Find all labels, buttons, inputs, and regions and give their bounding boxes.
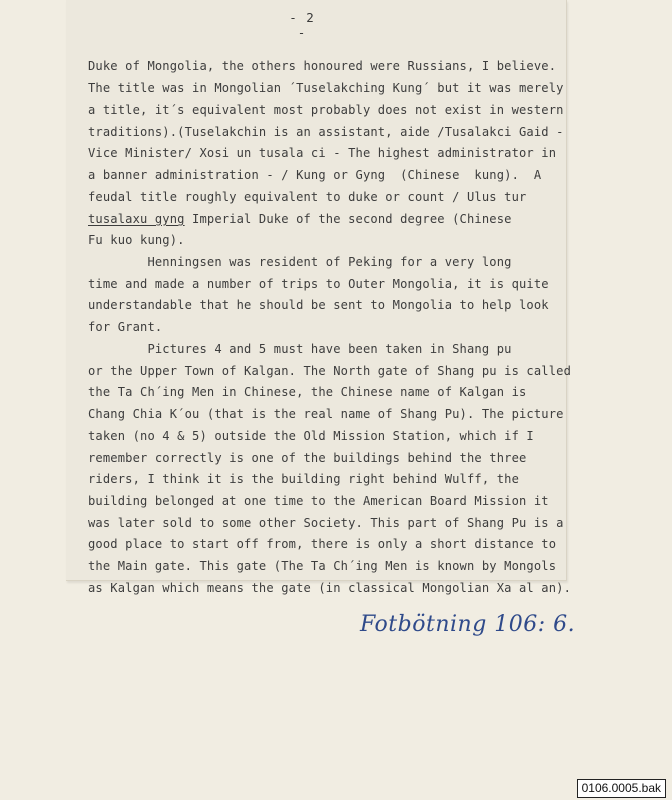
- text-line: time and made a number of trips to Outer Mongolia, it is quite: [88, 277, 549, 291]
- text-line: Chang Chia K´ou (that is the real name of Shang Pu). The picture: [88, 407, 564, 421]
- text-line: or the Upper Town of Kalgan. The North gate of Shang pu is called: [88, 364, 572, 378]
- typed-sheet: [66, 0, 572, 595]
- text-line: as Kalgan which means the gate (in classical Mongolian Xa al an).: [88, 581, 572, 595]
- archive-label: 0106.0005.bak: [577, 779, 666, 798]
- text-line: The title was in Mongolian ´Tuselakching Kung´ but it was merely: [88, 81, 564, 95]
- text-line: a banner administration - / Kung or Gyng (Chinese kung). A: [88, 168, 542, 182]
- text-line: for Grant.: [88, 320, 163, 334]
- text-line: remember correctly is one of the buildings behind the three: [88, 451, 527, 465]
- text-line: a title, it´s equivalent most probably does not exist in western: [88, 103, 564, 117]
- text-line: Vice Minister/ Xosi un tusala ci - The highest administrator in: [88, 146, 557, 160]
- text-line: building belonged at one time to the American Board Mission it: [88, 494, 549, 508]
- text-line: was later sold to some other Society. This part of Shang Pu is a: [88, 516, 564, 530]
- text-line: Henningsen was resident of Peking for a very long: [88, 255, 512, 269]
- text-line: riders, I think it is the building right behind Wulff, the: [88, 472, 520, 486]
- text-line: understandable that he should be sent to Mongolia to help look: [88, 298, 549, 312]
- text-line: good place to start off from, there is only a short distance to: [88, 537, 557, 551]
- text-line: taken (no 4 & 5) outside the Old Mission Station, which if I: [88, 429, 534, 443]
- text-line: Pictures 4 and 5 must have been taken in Shang pu: [88, 342, 512, 356]
- text-line: feudal title roughly equivalent to duke or count / Ulus tur: [88, 190, 527, 204]
- text-line: the Ta Ch´ing Men in Chinese, the Chinese name of Kalgan is: [88, 385, 527, 399]
- text-line: Fu kuo kung).: [88, 233, 185, 247]
- page-number: - 2 -: [289, 10, 315, 40]
- text-line-underlined-term: [88, 212, 512, 226]
- underlined-term: tusalaxu gyng: [88, 212, 185, 226]
- text-line: the Main gate. This gate (The Ta Ch´ing Men is known by Mongols: [88, 559, 557, 573]
- text-line: traditions).(Tuselakchin is an assistant, aide /Tusalakci Gaid -: [88, 125, 564, 139]
- text-line: Duke of Mongolia, the others honoured were Russians, I believe.: [88, 59, 557, 73]
- handwritten-annotation: Fotbötning 106: 6.: [360, 612, 576, 637]
- text-line-continuation: Imperial Duke of the second degree (Chinese: [184, 212, 512, 226]
